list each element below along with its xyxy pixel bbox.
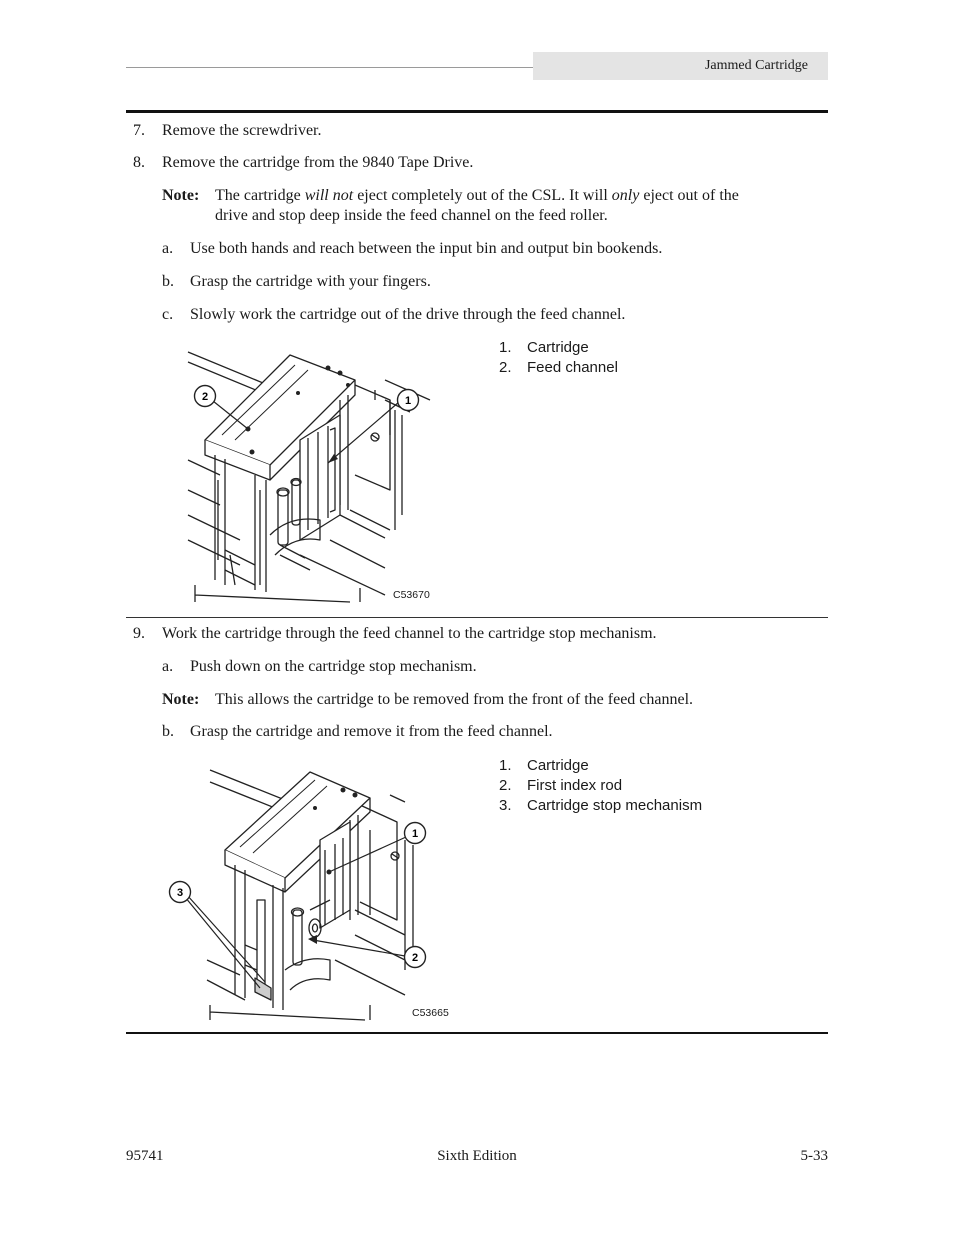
note-text-part: The cartridge (215, 187, 305, 204)
substep-text: Slowly work the cartridge out of the drive through the feed channel. (190, 306, 626, 323)
feed-channel-illustration (180, 340, 440, 605)
step-number: 7. (133, 122, 145, 139)
legend-label: First index rod (527, 777, 623, 794)
substep-letter: b. (162, 273, 174, 290)
note-text-line2: drive and stop deep inside the feed channel on the feed roller. (215, 207, 608, 224)
legend-number: 1. (499, 339, 512, 356)
legend-number: 3. (499, 797, 512, 814)
substep-text: Use both hands and reach between the input bin and output bin bookends. (190, 240, 663, 257)
callout-2: 2 (201, 391, 209, 403)
callout-1: 1 (404, 395, 412, 407)
note-text-part: eject out of the (639, 187, 739, 204)
substep-text: Grasp the cartridge and remove it from the feed channel. (190, 723, 553, 740)
section-header: Jammed Cartridge (533, 52, 828, 80)
note-text (215, 186, 739, 206)
callout-1: 1 (411, 828, 419, 840)
note-emphasis: will not (304, 187, 354, 204)
legend-label: Cartridge (527, 339, 589, 356)
substep-letter: a. (162, 240, 174, 257)
callout-3: 3 (176, 887, 184, 899)
note-label: Note: (162, 187, 200, 204)
note-emphasis: only (611, 187, 640, 204)
legend-label: Cartridge stop mechanism (527, 797, 703, 814)
note-text: This allows the cartridge to be removed from the front of the feed channel. (215, 691, 694, 708)
legend-number: 1. (499, 757, 512, 774)
footer-edition: Sixth Edition (437, 1148, 517, 1164)
substep-text: Push down on the cartridge stop mechanism. (190, 658, 477, 675)
callout-2: 2 (411, 952, 419, 964)
footer-page-number: 5-33 (800, 1148, 828, 1164)
substep-letter: c. (162, 306, 174, 323)
header-rule (126, 67, 534, 68)
step-text: Remove the screwdriver. (162, 122, 322, 139)
legend-label: Cartridge (527, 757, 589, 774)
legend-number: 2. (499, 777, 512, 794)
legend-label: Feed channel (527, 359, 618, 376)
figure-id: C53665 (412, 1007, 449, 1019)
section-divider (126, 617, 828, 618)
bottom-rule (126, 1032, 828, 1034)
top-rule (126, 110, 828, 113)
cartridge-stop-illustration (165, 760, 455, 1025)
step-text: Remove the cartridge from the 9840 Tape Drive. (162, 154, 474, 171)
step-number: 9. (133, 625, 145, 642)
substep-letter: a. (162, 658, 174, 675)
legend-number: 2. (499, 359, 512, 376)
step-number: 8. (133, 154, 145, 171)
figure-id: C53670 (393, 589, 430, 601)
substep-letter: b. (162, 723, 174, 740)
note-text-part: eject completely out of the CSL. It will (353, 187, 612, 204)
footer-doc-number: 95741 (126, 1148, 164, 1164)
note-label: Note: (162, 691, 200, 708)
substep-text: Grasp the cartridge with your fingers. (190, 273, 431, 290)
step-text: Work the cartridge through the feed channel to the cartridge stop mechanism. (162, 625, 657, 642)
